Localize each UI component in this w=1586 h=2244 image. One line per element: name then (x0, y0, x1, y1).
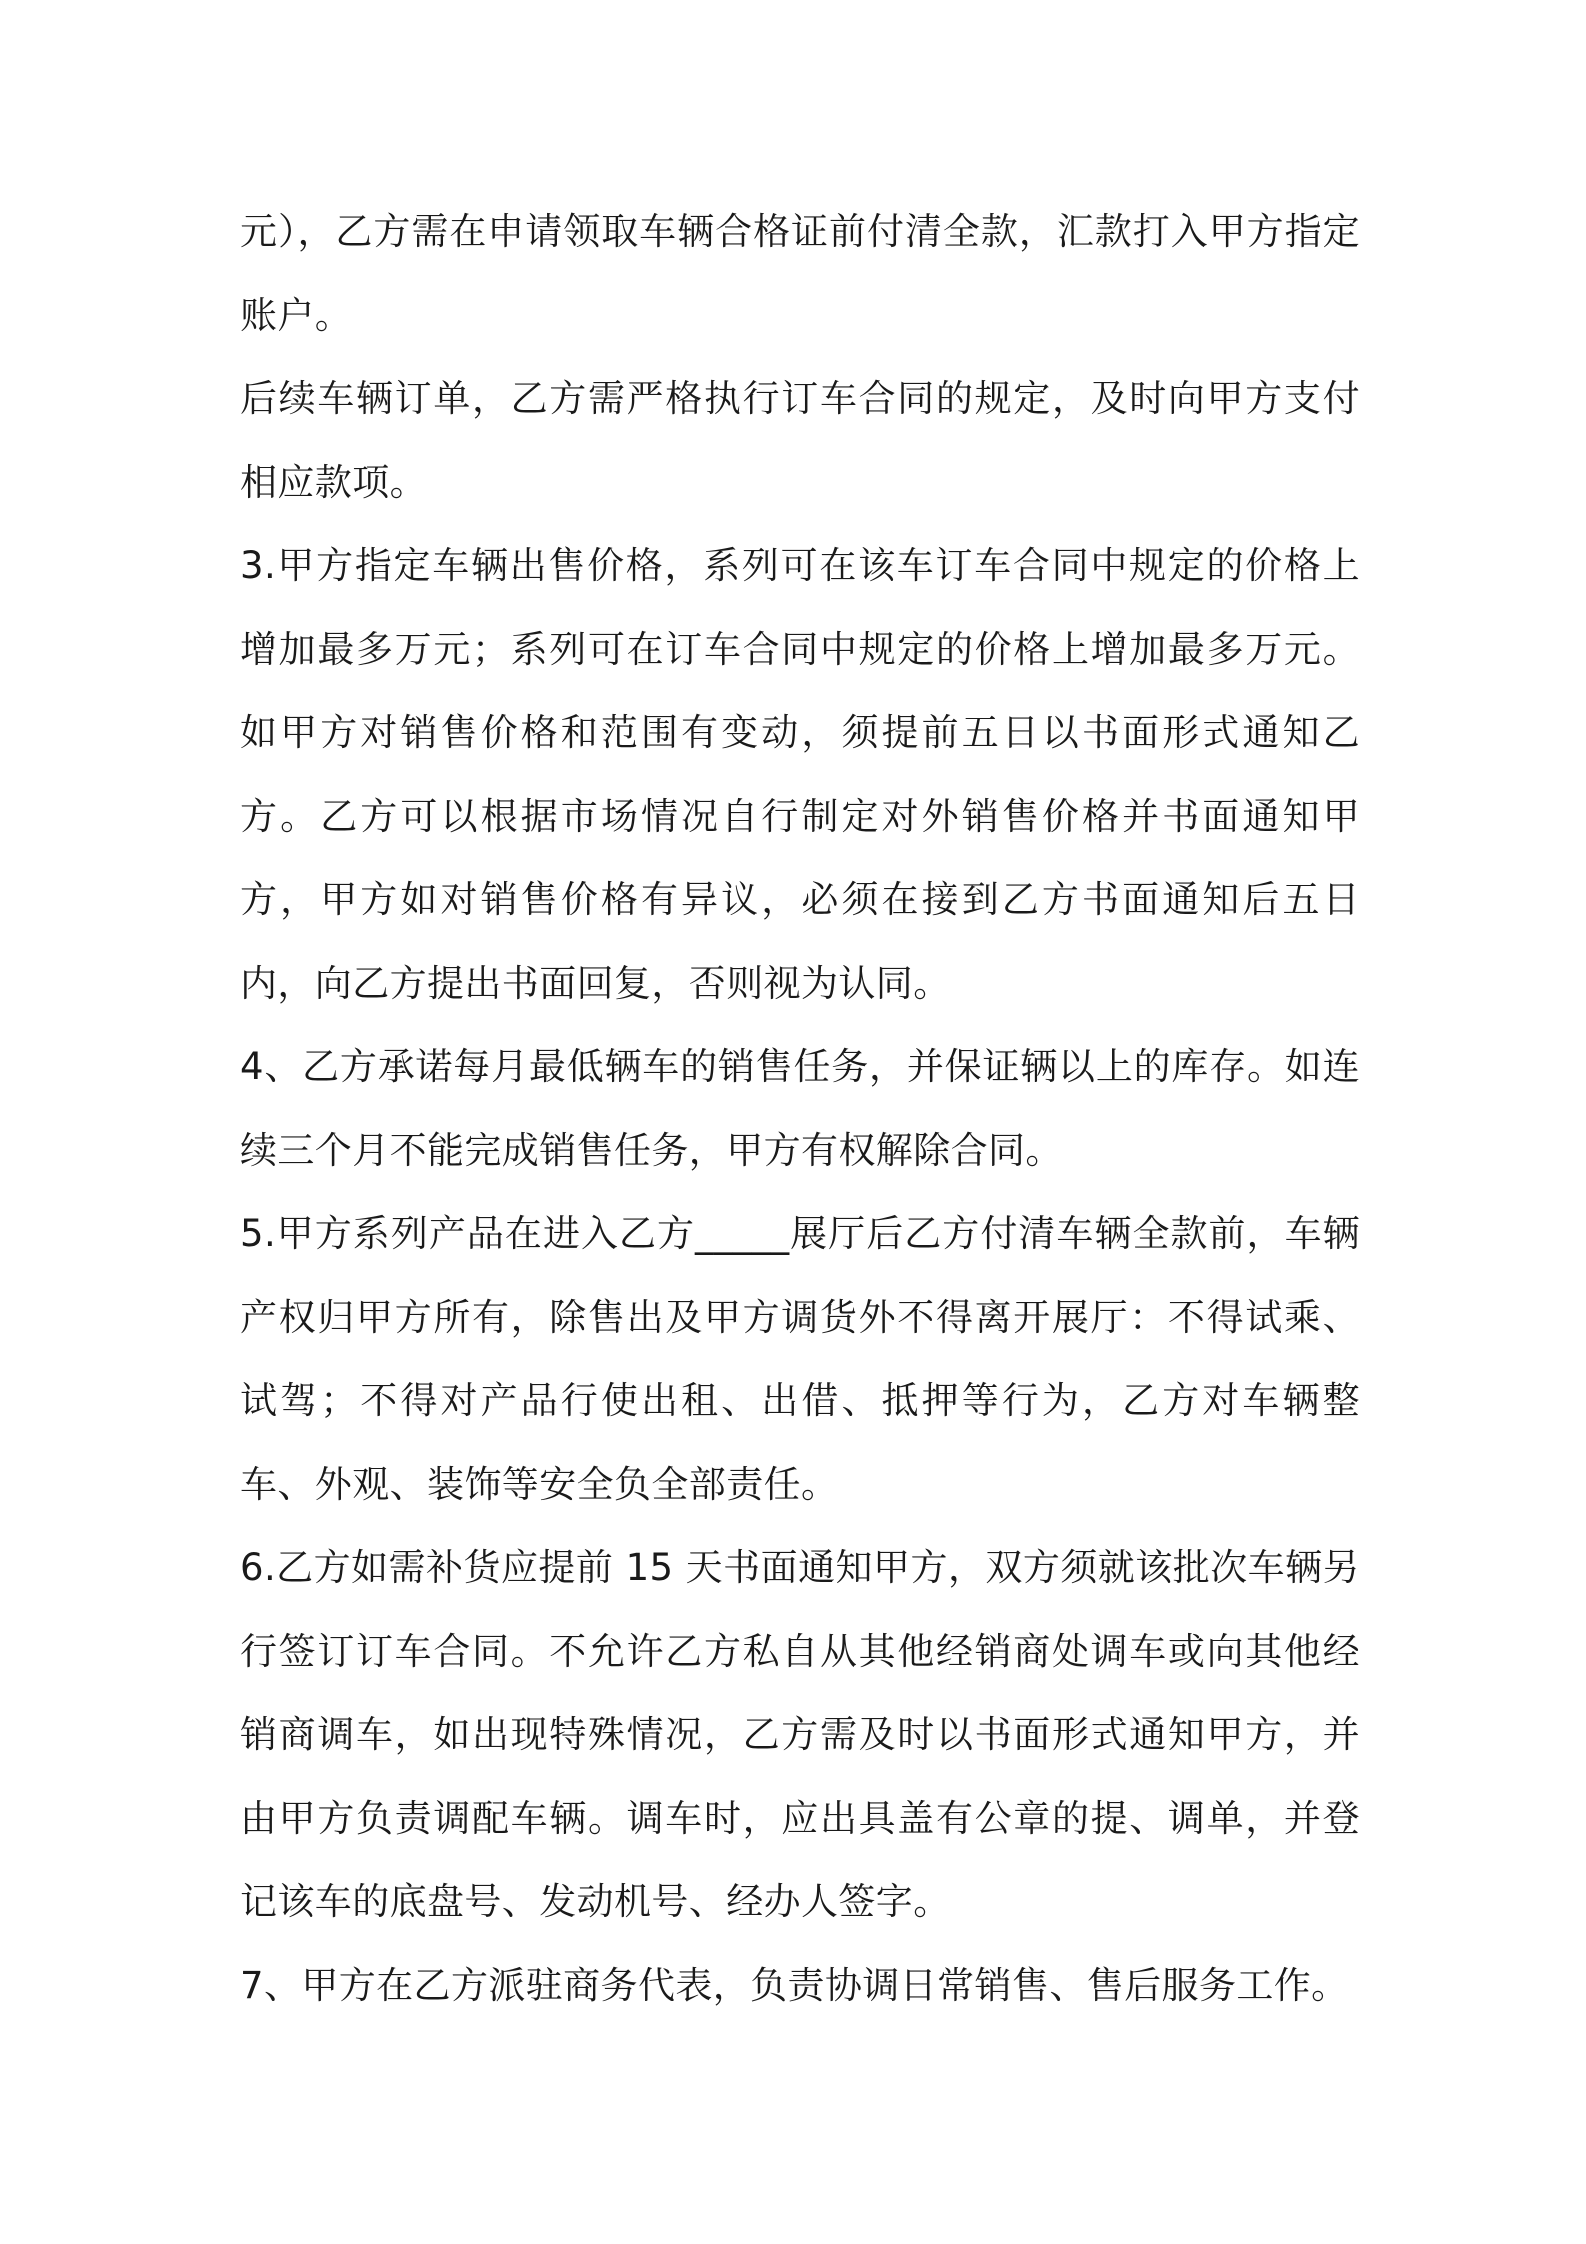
contract-body (240, 190, 1360, 2027)
clause-6-restocking: 6.乙方如需补货应提前 15 天书面通知甲方，双方须就该批次车辆另行签订订车合同。不允许乙方私自从其他经销商处调车或向其他经销商调车，如出现特殊情况，乙方需及时以书面形式通知甲方，并由甲方负责调配车辆。调车时，应出具盖有公章的提、调单，并登记该车的底盘号、发动机号、经办人签字。 (240, 1546, 1360, 1923)
clause-7-representative: 7、甲方在乙方派驻商务代表，负责协调日常销售、售后服务工作。 (240, 1963, 1349, 2007)
clause-4-sales-target: 4、乙方承诺每月最低辆车的销售任务，并保证辆以上的库存。如连续三个月不能完成销售任务，甲方有权解除合同。 (240, 1045, 1360, 1172)
clause-3-pricing: 3.甲方指定车辆出售价格，系列可在该车订车合同中规定的价格上增加最多万元；系列可在订车合同中规定的价格上增加最多万元。如甲方对销售价格和范围有变动，须提前五日以书面形式通知乙方。乙方可以根据市场情况自行制定对外销售价格并书面通知甲方，甲方如对销售价格有异议，必须在接到乙方书面通知后五日内，向乙方提出书面回复，否则视为认同。 (240, 544, 1360, 1005)
clause-5-ownership: 5.甲方系列产品在进入乙方_____展厅后乙方付清车辆全款前，车辆产权归甲方所有，除售出及甲方调货外不得离开展厅：不得试乘、试驾；不得对产品行使出租、出借、抵押等行为，乙方对车辆整车、外观、装饰等安全负全部责任。 (240, 1212, 1360, 1506)
paragraph-subsequent-orders: 后续车辆订单，乙方需严格执行订车合同的规定，及时向甲方支付相应款项。 (240, 377, 1360, 504)
paragraph-payment-terms: 元），乙方需在申请领取车辆合格证前付清全款，汇款打入甲方指定账户。 (240, 210, 1360, 337)
